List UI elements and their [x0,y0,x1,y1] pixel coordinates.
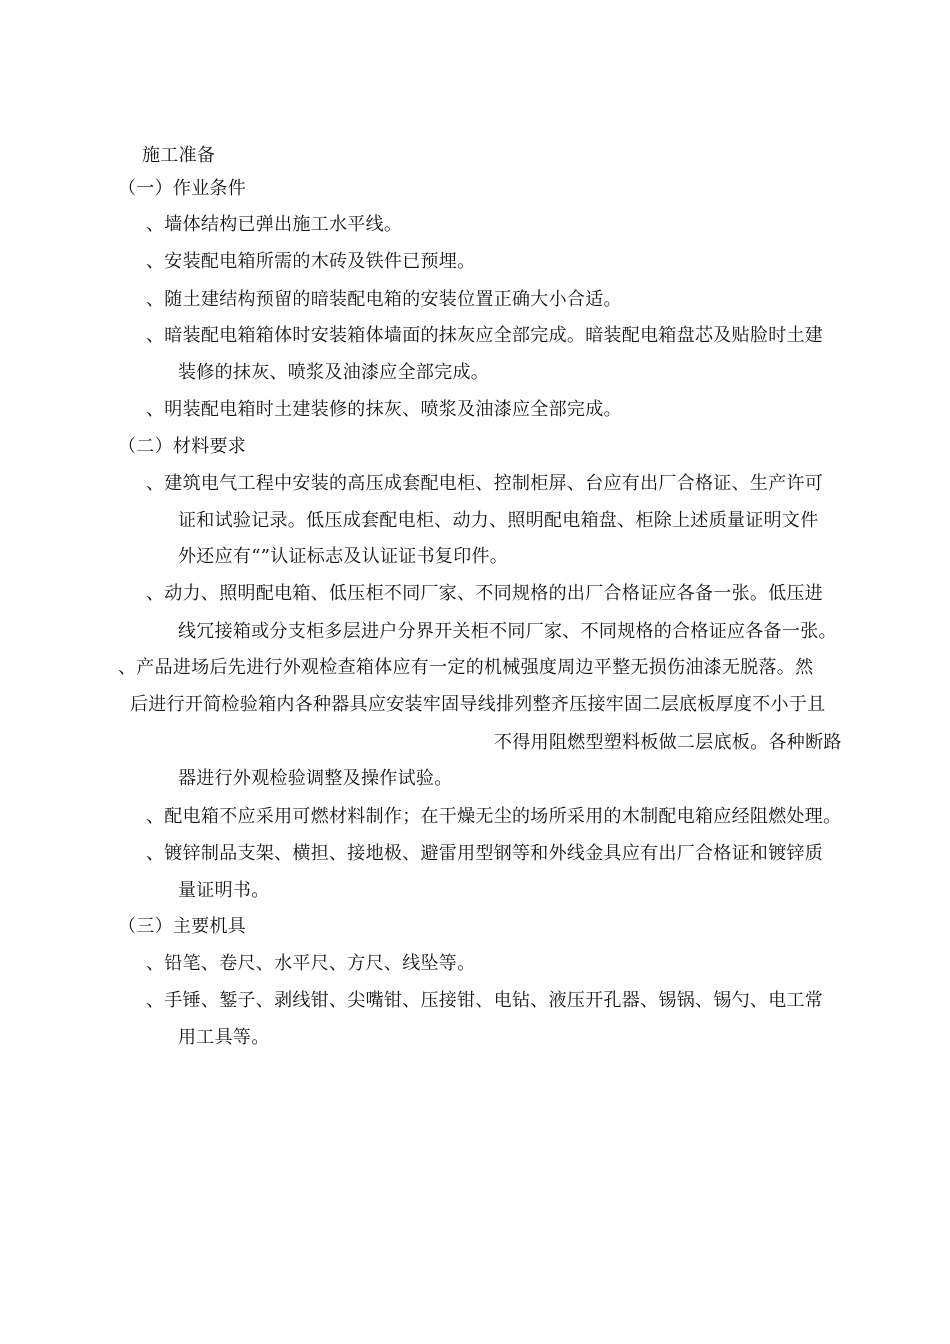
paragraph-line: 、暗装配电箱箱体时安装箱体墙面的抹灰应全部完成。暗装配电箱盘芯及贴脸时土建 [146,325,824,346]
paragraph-line: 、墙体结构已弹出施工水平线。 [146,214,403,235]
paragraph-line: 外还应有“”认证标志及认证证书复印件。 [178,546,509,567]
paragraph-line: 、明装配电箱时土建装修的抹灰、喷浆及油漆应全部完成。 [146,399,622,420]
paragraph-line: 、产品进场后先进行外观检查箱体应有一定的机械强度周边平整无损伤油漆无脱落。然 [118,657,814,678]
paragraph-line: 器进行外观检验调整及操作试验。 [178,768,453,789]
section-heading-main-tools: （三）主要机具 [118,916,247,937]
paragraph-line: 证和试验记录。低压成套配电柜、动力、照明配电箱盘、柜除上述质量证明文件 [178,510,819,531]
paragraph-line: 、安装配电箱所需的木砖及铁件已预埋。 [146,251,476,272]
section-heading-material-requirements: （二）材料要求 [118,436,247,457]
paragraph-line: 、随土建结构预留的暗装配电箱的安装位置正确大小合适。 [146,289,622,310]
paragraph-line: 、铅笔、卷尺、水平尺、方尺、线坠等。 [146,953,476,974]
paragraph-line: 用工具等。 [178,1027,270,1048]
paragraph-line: 量证明书。 [178,880,270,901]
paragraph-line: 后进行开简检验箱内各种器具应安装牢固导线排列整齐压接牢固二层底板厚度不小于且 [130,694,826,715]
paragraph-line: 装修的抹灰、喷浆及油漆应全部完成。 [178,362,490,383]
paragraph-line: 不得用阻燃型塑料板做二层底板。各种断路 [494,732,842,753]
paragraph-line: 、建筑电气工程中安装的高压成套配电柜、控制柜屏、台应有出厂合格证、生产许可 [146,473,824,494]
paragraph-line: 、配电箱不应采用可燃材料制作；在干燥无尘的场所采用的木制配电箱应经阻燃处理。 [146,806,842,827]
paragraph-line: 、镀锌制品支架、横担、接地极、避雷用型钢等和外线金具应有出厂合格证和镀锌质 [146,843,824,864]
paragraph-line: 、动力、照明配电箱、低压柜不同厂家、不同规格的出厂合格证应各备一张。低压进 [146,583,824,604]
document-title: 施工准备 [142,145,216,166]
section-heading-work-conditions: （一）作业条件 [118,178,247,199]
paragraph-line: 线冗接箱或分支柜多层进户分界开关柜不同厂家、不同规格的合格证应各备一张。 [178,621,837,642]
paragraph-line: 、手锤、錾子、剥线钳、尖嘴钳、压接钳、电钻、液压开孔器、锡锅、锡勺、电工常 [146,990,824,1011]
